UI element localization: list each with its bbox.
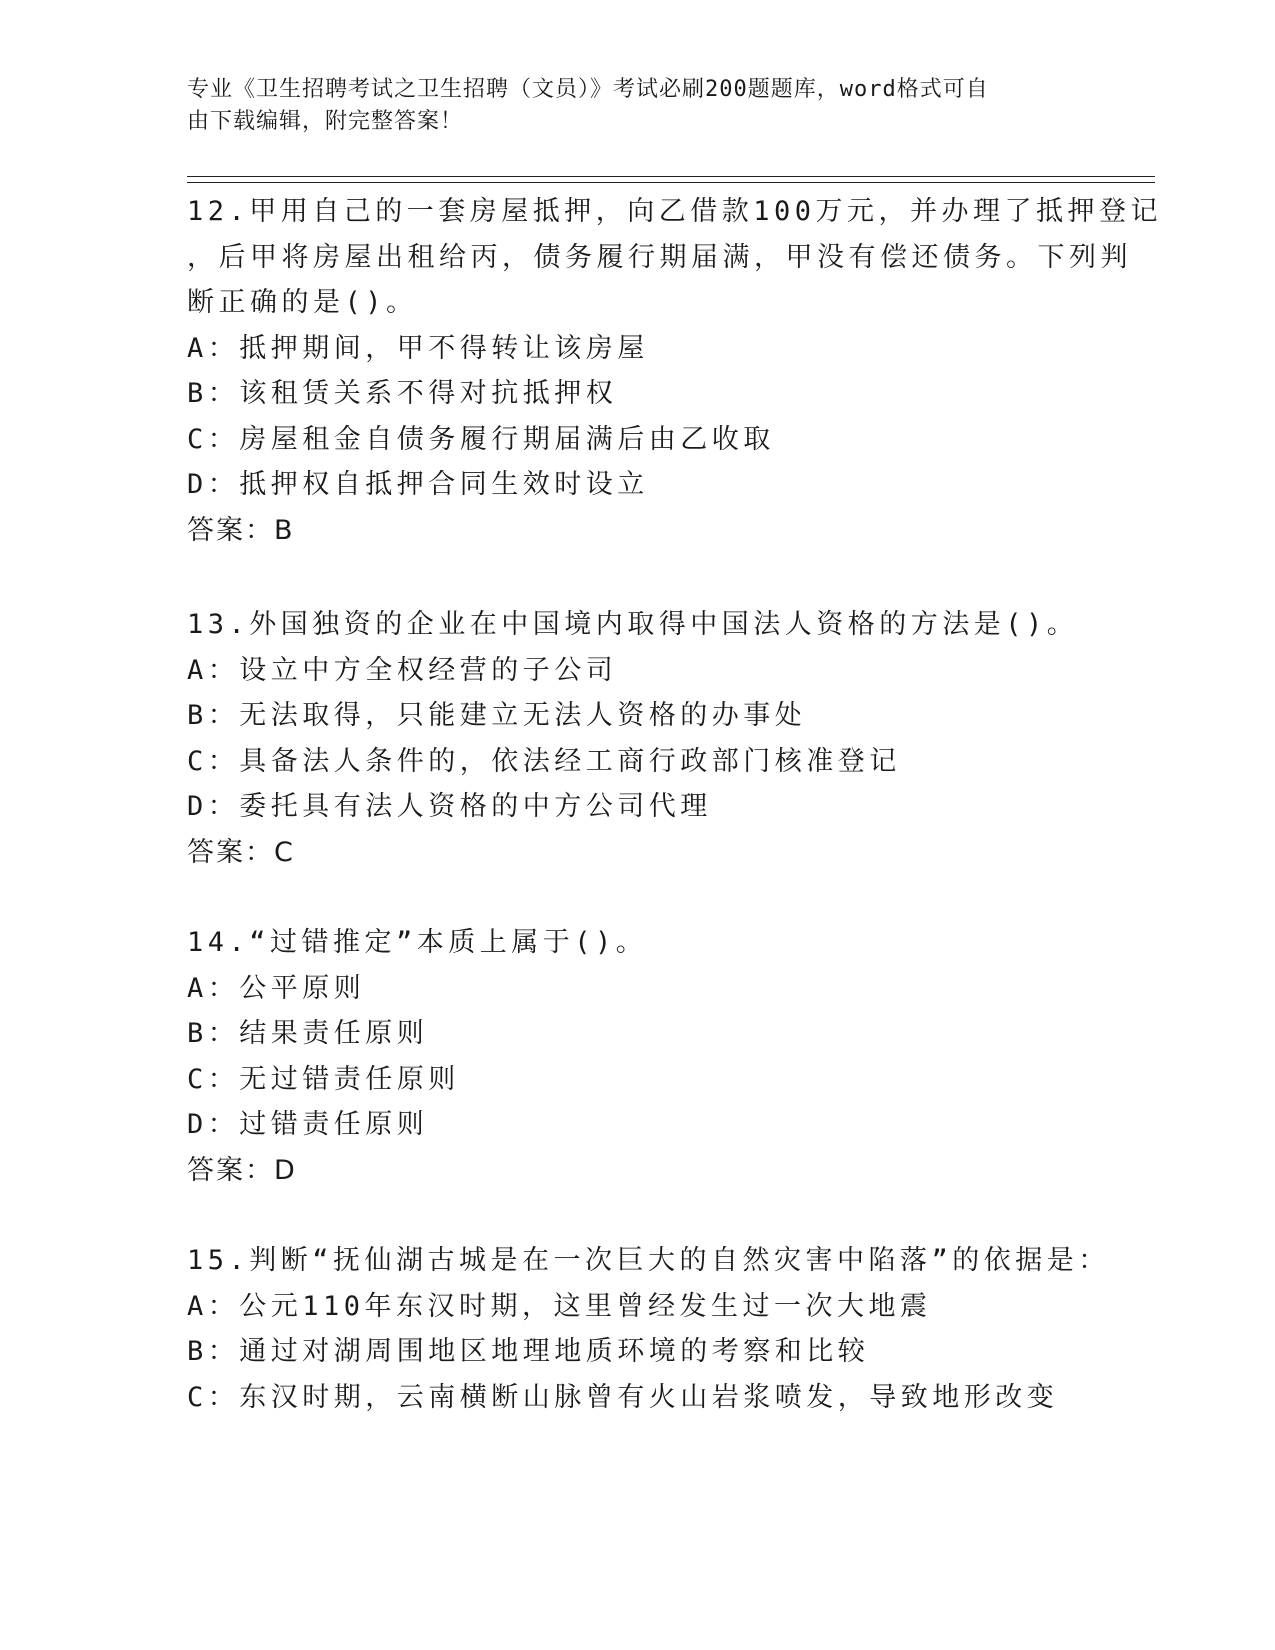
answer: 答案：C xyxy=(187,836,295,868)
header-divider xyxy=(187,176,1155,177)
option-a: A：公元110年东汉时期，这里曾经发生过一次大地震 xyxy=(187,1290,932,1322)
question-block xyxy=(187,602,1087,875)
question-stem: 12.甲用自己的一套房屋抵押，向乙借款100万元，并办理了抵押登记 xyxy=(187,196,1163,227)
option-a: A：公平原则 xyxy=(187,972,366,1004)
question-stem: 13.外国独资的企业在中国境内取得中国法人资格的方法是()。 xyxy=(187,609,1079,640)
answer: 答案：D xyxy=(187,1154,297,1186)
option-d: D：委托具有法人资格的中方公司代理 xyxy=(187,791,712,822)
option-d: D：过错责任原则 xyxy=(187,1109,429,1140)
question-stem: ，后甲将房屋出租给丙，债务履行期届满，甲没有偿还债务。下列判 xyxy=(187,241,1132,273)
option-d: D：抵押权自抵押合同生效时设立 xyxy=(187,469,649,500)
question-stem: 14.“过错推定”本质上属于()。 xyxy=(187,927,648,958)
question-block xyxy=(187,920,1087,1193)
option-c: C：东汉时期，云南横断山脉曾有火山岩浆喷发，导致地形改变 xyxy=(187,1381,1059,1413)
option-c: C：房屋租金自债务履行期届满后由乙收取 xyxy=(187,423,775,455)
option-b: B：该租赁关系不得对抗抵押权 xyxy=(187,378,618,409)
question-block xyxy=(187,1238,1110,1420)
header-divider xyxy=(187,182,1155,183)
option-c: C：具备法人条件的，依法经工商行政部门核准登记 xyxy=(187,745,901,777)
option-c: C：无过错责任原则 xyxy=(187,1063,460,1095)
option-b: B：结果责任原则 xyxy=(187,1018,429,1049)
option-a: A：设立中方全权经营的子公司 xyxy=(187,654,618,686)
option-b: B：通过对湖周围地区地理地质环境的考察和比较 xyxy=(187,1336,870,1367)
question-stem: 断正确的是()。 xyxy=(187,287,418,318)
question-stem: 15.判断“抚仙湖古城是在一次巨大的自然灾害中陷落”的依据是： xyxy=(187,1245,1110,1276)
option-b: B：无法取得，只能建立无法人资格的办事处 xyxy=(187,700,807,731)
header-line: 由下载编辑，附完整答案！ xyxy=(187,109,464,134)
document-header xyxy=(187,74,1067,138)
question-block xyxy=(187,189,1163,553)
answer: 答案：B xyxy=(187,514,295,546)
header-line: 专业《卫生招聘考试之卫生招聘（文员）》考试必刷200题题库，word格式可自 xyxy=(187,77,989,102)
option-a: A：抵押期间，甲不得转让该房屋 xyxy=(187,332,649,364)
